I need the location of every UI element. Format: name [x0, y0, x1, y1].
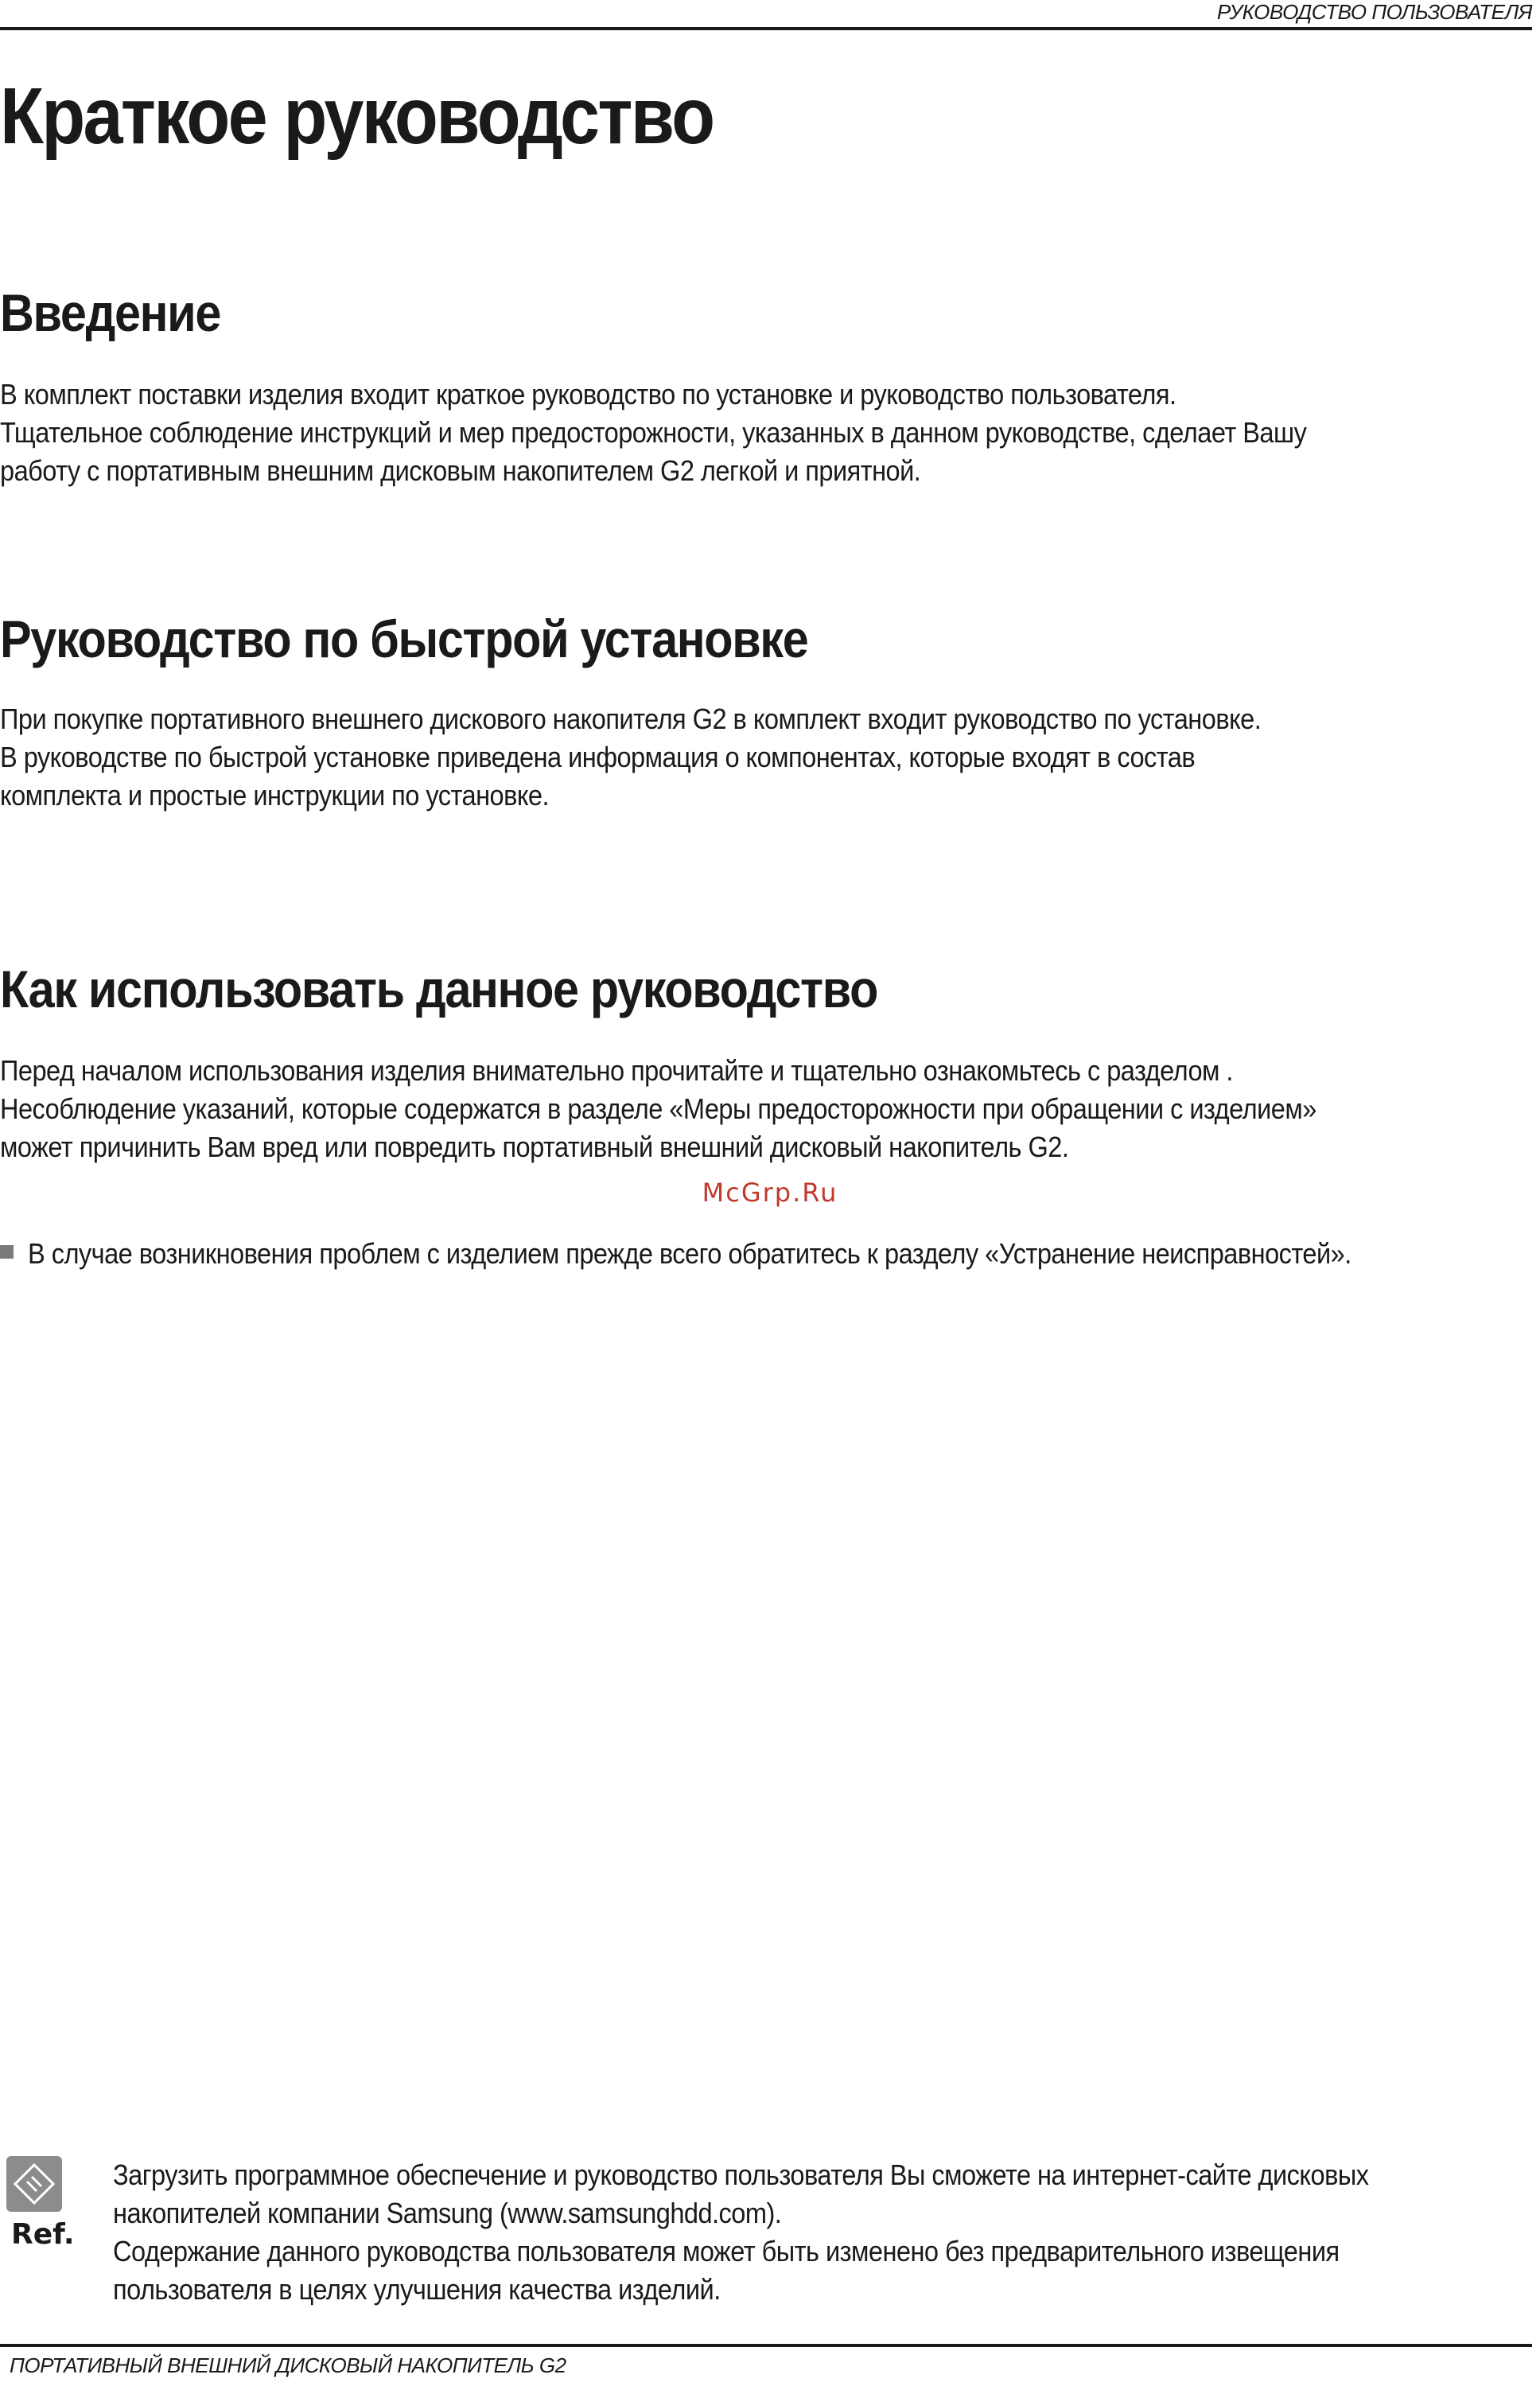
paragraph-line: Тщательное соблюдение инструкций и мер предосторожности, указанных в данном руководстве, сделает Вашу [0, 416, 1307, 449]
paragraph-line: работу с портативным внешним дисковым накопителем G2 легкой и приятной. [0, 454, 921, 487]
watermark: McGrp.Ru [702, 1177, 838, 1208]
footer-divider [0, 2344, 1532, 2347]
section-heading: Введение [0, 283, 221, 342]
note-ref-label: Ref. [11, 2218, 75, 2251]
section-heading: Как использовать данное руководство [0, 960, 878, 1018]
section-quick-install [0, 609, 1535, 815]
section-paragraph [0, 1052, 1390, 1166]
note-icon-block [6, 2156, 78, 2251]
section-heading: Руководство по быстрой установке [0, 609, 808, 668]
note-line: накопителей компании Samsung (www.samsunghdd.com). [113, 2197, 782, 2229]
pencil-note-icon [6, 2156, 62, 2212]
paragraph-line: Несоблюдение указаний, которые содержатся в разделе «Меры предосторожности при обращении с изделием» [0, 1092, 1316, 1125]
paragraph-line: В комплект поставки изделия входит краткое руководство по установке и руководство пользователя. [0, 378, 1176, 411]
note-line: Содержание данного руководства пользователя может быть изменено без предварительного извещения [113, 2235, 1340, 2267]
section-paragraph [0, 700, 1390, 815]
note-text [113, 2156, 1368, 2309]
section-paragraph [0, 376, 1390, 490]
note-line: Загрузить программное обеспечение и руководство пользователя Вы сможете на интернет-сайте дисковых [113, 2158, 1369, 2191]
running-footer: ПОРТАТИВНЫЙ ВНЕШНИЙ ДИСКОВЫЙ НАКОПИТЕЛЬ G2 [10, 2353, 566, 2377]
bullet-text: В случае возникновения проблем с изделием прежде всего обратитесь к разделу «Устранение неисправностей». [28, 1237, 1351, 1270]
paragraph-line: может причинить Вам вред или повредить портативный внешний дисковый накопитель G2. [0, 1131, 1069, 1163]
paragraph-line: Перед началом использования изделия внимательно прочитайте и тщательно ознакомьтесь с разделом . [0, 1054, 1233, 1087]
page-title: Краткое руководство [0, 72, 714, 161]
paragraph-line: При покупке портативного внешнего дискового накопителя G2 в комплект входит руководство по установке. [0, 703, 1262, 735]
running-header: РУКОВОДСТВО ПОЛЬЗОВАТЕЛЯ [1216, 0, 1532, 24]
header-divider [0, 27, 1532, 30]
section-introduction [0, 283, 1535, 490]
paragraph-line: В руководстве по быстрой установке приведена информация о компонентах, которые входят в состав [0, 741, 1196, 773]
section-how-to-use [0, 960, 1535, 1166]
note-line: пользователя в целях улучшения качества изделий. [113, 2273, 721, 2306]
square-bullet-icon [0, 1245, 14, 1259]
paragraph-line: комплекта и простые инструкции по установке. [0, 779, 550, 812]
bullet-item [0, 1237, 1540, 1271]
